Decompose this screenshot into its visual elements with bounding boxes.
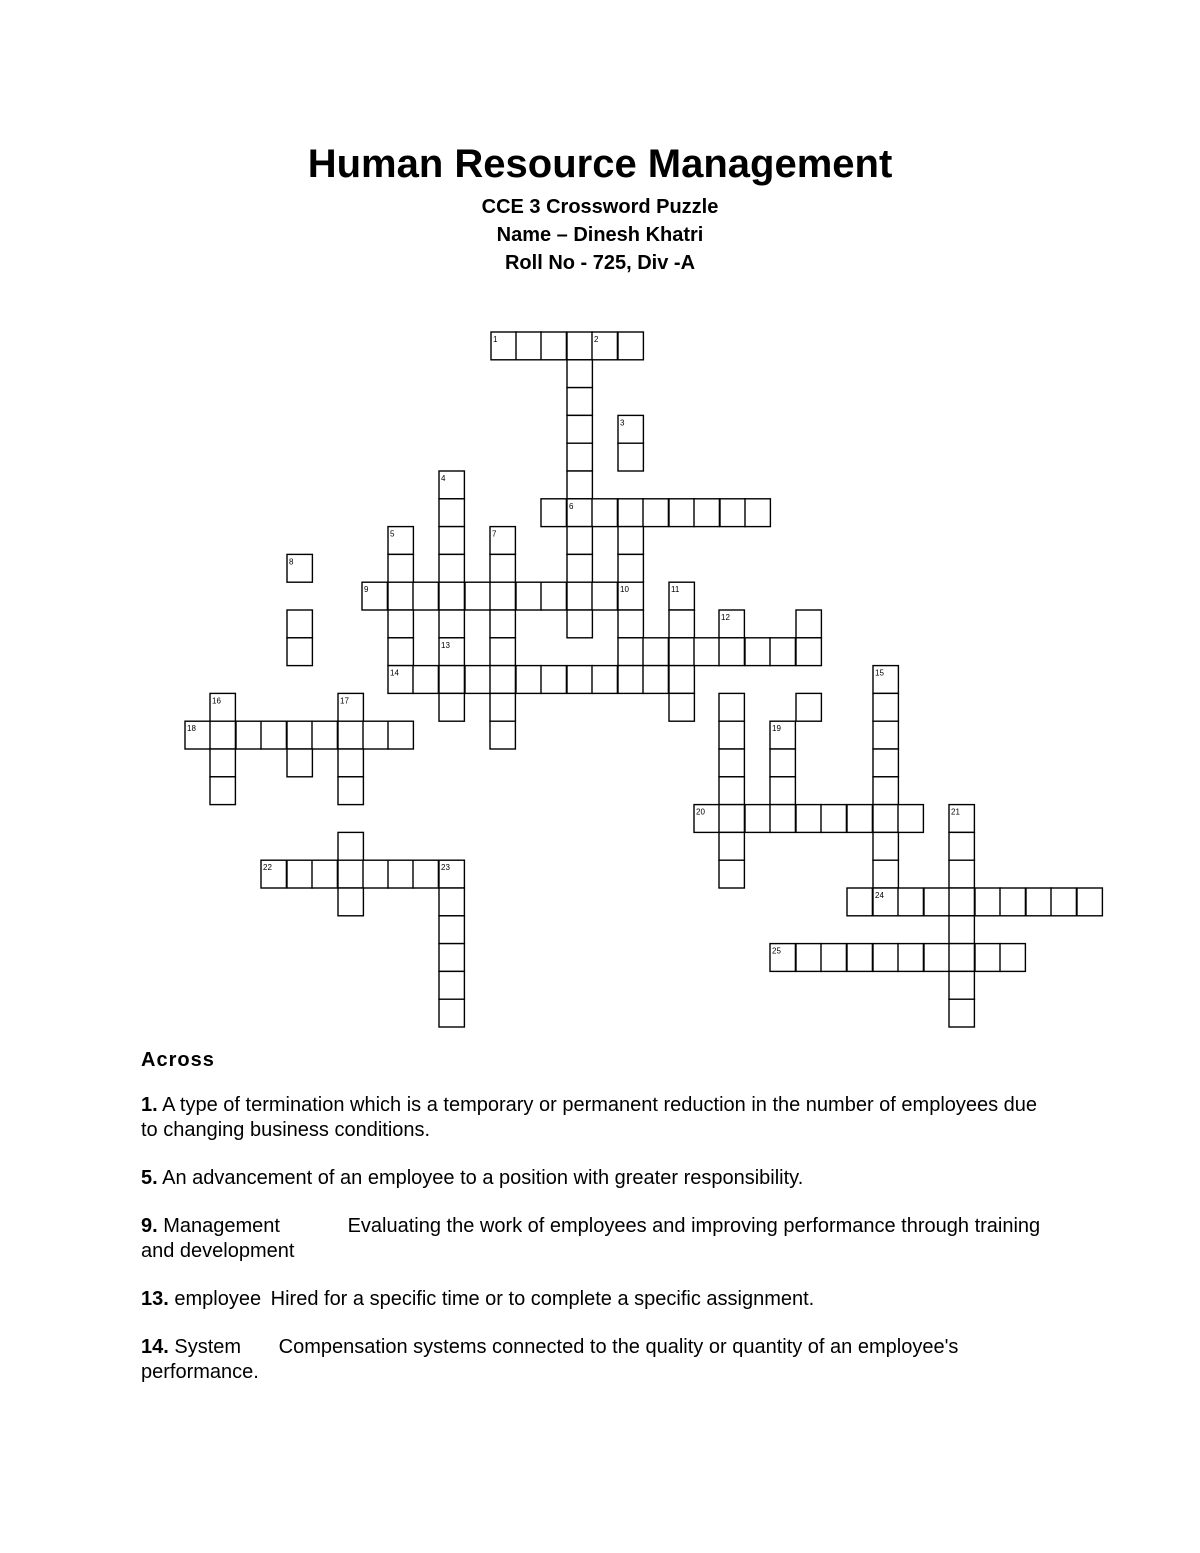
crossword-cell[interactable] [516,666,541,694]
crossword-cell[interactable] [592,499,617,527]
crossword-cell[interactable] [490,527,515,555]
across-heading: Across [141,1049,215,1071]
crossword-cell[interactable] [439,666,464,694]
crossword-cell[interactable] [388,638,413,666]
crossword-cell[interactable] [439,693,464,721]
crossword-cell[interactable] [490,693,515,721]
crossword-cell[interactable] [439,499,464,527]
crossword-cell[interactable] [1051,888,1076,916]
crossword-cell[interactable] [796,944,821,972]
crossword-cell[interactable] [770,638,795,666]
crossword-cell[interactable] [338,860,363,888]
crossword-cell[interactable] [873,721,898,749]
crossword-cell[interactable] [618,527,643,555]
crossword-cell[interactable] [491,332,516,360]
clue-number-label: 8 [289,557,294,567]
crossword-cell[interactable] [490,582,515,610]
crossword-cell[interactable] [618,638,643,666]
clue-number-label: 16 [212,696,221,706]
crossword-cell[interactable] [1026,888,1051,916]
crossword-cell[interactable] [669,499,694,527]
crossword-cell[interactable] [618,554,643,582]
crossword-cell[interactable] [720,499,745,527]
crossword-cell[interactable] [490,638,515,666]
crossword-cell[interactable] [745,805,770,833]
crossword-cell[interactable] [669,610,694,638]
clues-section [141,1048,1041,1408]
crossword-cell[interactable] [898,888,923,916]
crossword-cell[interactable] [694,499,719,527]
crossword-cell[interactable] [413,666,438,694]
crossword-cell[interactable] [541,666,566,694]
clue-number-label: 24 [875,891,884,900]
crossword-cell[interactable] [618,499,643,527]
crossword-cell[interactable] [210,693,235,721]
clue-number-label: 11 [671,585,680,595]
crossword-cell[interactable] [719,610,744,638]
clue-number-label: 14 [390,668,399,678]
crossword-cell[interactable] [338,749,363,777]
crossword-cell[interactable] [847,888,872,916]
clue-number: 14. [141,1336,169,1358]
crossword-cell[interactable] [541,332,566,360]
crossword-cell[interactable] [439,638,464,666]
crossword-cell[interactable] [388,721,413,749]
crossword-cell[interactable] [796,805,821,833]
crossword-cell[interactable] [338,832,363,860]
crossword-cell[interactable] [287,554,312,582]
crossword-cell[interactable] [439,916,464,944]
crossword-cell[interactable] [567,415,592,443]
crossword-cell[interactable] [873,944,898,972]
crossword-cell[interactable] [567,388,592,416]
crossword-cell[interactable] [949,916,974,944]
crossword-cell[interactable] [975,944,1000,972]
crossword-cell[interactable] [949,944,974,972]
clue-number: 1. [141,1094,158,1116]
crossword-cell[interactable] [338,721,363,749]
crossword-cell[interactable] [439,582,464,610]
crossword-cell[interactable] [210,749,235,777]
crossword-cell[interactable] [388,554,413,582]
crossword-cell[interactable] [439,471,464,499]
crossword-cell[interactable] [719,832,744,860]
clue-number-label: 2 [594,335,599,344]
across-clue-14 [141,1335,1041,1385]
crossword-cell[interactable] [312,860,337,888]
clue-answer-part: employee [174,1288,262,1310]
crossword-cell[interactable] [796,610,821,638]
clue-text: An advancement of an employee to a position with greater responsibility. [162,1167,804,1189]
crossword-cell[interactable] [719,749,744,777]
clue-number-label: 22 [263,863,272,873]
crossword-cell[interactable] [388,666,413,694]
clue-number-label: 15 [875,668,884,678]
crossword-cell[interactable] [261,860,286,888]
clue-number-label: 12 [721,613,730,622]
crossword-cell[interactable] [669,582,694,610]
clue-number: 9. [141,1215,158,1237]
crossword-cell[interactable] [770,805,795,833]
clue-answer-part: System [174,1336,242,1358]
clue-number-label: 13 [441,640,450,650]
crossword-cell[interactable] [465,666,490,694]
crossword-cell[interactable] [388,527,413,555]
crossword-cell[interactable] [643,499,668,527]
crossword-cell[interactable] [873,888,898,916]
clue-number-label: 17 [340,696,349,706]
crossword-cell[interactable] [439,971,464,999]
crossword-cell[interactable] [439,888,464,916]
crossword-cell[interactable] [719,721,744,749]
crossword-cell[interactable] [873,693,898,721]
crossword-cell[interactable] [796,638,821,666]
crossword-cell[interactable] [618,666,643,694]
crossword-cell[interactable] [362,582,387,610]
crossword-cell[interactable] [490,666,515,694]
clue-number: 13. [141,1288,169,1310]
crossword-cell[interactable] [669,666,694,694]
crossword-cell[interactable] [847,944,872,972]
crossword-cell[interactable] [439,527,464,555]
crossword-cell[interactable] [770,749,795,777]
clue-text: Evaluating the work of employees and improving performance through training and development [141,1215,1041,1262]
crossword-cell[interactable] [949,999,974,1027]
clue-number-label: 4 [441,474,446,483]
crossword-cell[interactable] [388,582,413,610]
crossword-cell[interactable] [847,805,872,833]
crossword-cell[interactable] [413,860,438,888]
crossword-cell[interactable] [924,888,949,916]
crossword-cell[interactable] [949,888,974,916]
crossword-cell[interactable] [975,888,1000,916]
clue-number-label: 5 [390,529,395,539]
crossword-cell[interactable] [567,360,592,388]
across-clue-5 [141,1166,1041,1191]
crossword-cell[interactable] [592,332,617,360]
crossword-cell[interactable] [618,443,643,471]
crossword-cell[interactable] [439,944,464,972]
crossword-cell[interactable] [490,554,515,582]
crossword-cell[interactable] [669,693,694,721]
crossword-cell[interactable] [719,693,744,721]
crossword-cell[interactable] [821,805,846,833]
crossword-cell[interactable] [541,582,566,610]
crossword-cell[interactable] [1000,944,1025,972]
crossword-cell[interactable] [592,582,617,610]
crossword-cell[interactable] [770,777,795,805]
crossword-cell[interactable] [413,582,438,610]
crossword-cell[interactable] [719,860,744,888]
crossword-cell[interactable] [592,666,617,694]
crossword-cell[interactable] [669,638,694,666]
crossword-cell[interactable] [439,610,464,638]
crossword-cell[interactable] [873,805,898,833]
crossword-cell[interactable] [618,332,643,360]
clue-text: A type of termination which is a temporary or permanent reduction in the number of employees due to changing business conditions. [141,1094,1038,1141]
crossword-cell[interactable] [873,832,898,860]
crossword-cell[interactable] [338,777,363,805]
clue-number-label: 19 [772,724,781,734]
crossword-cell[interactable] [567,471,592,499]
subtitle-name: Name – Dinesh Khatri [496,224,704,246]
crossword-cell[interactable] [1000,888,1025,916]
crossword-cell[interactable] [873,777,898,805]
crossword-cell[interactable] [567,443,592,471]
crossword-cell[interactable] [516,582,541,610]
clue-number-label: 3 [620,418,625,428]
crossword-cell[interactable] [618,610,643,638]
crossword-cell[interactable] [719,638,744,666]
across-clue-9 [141,1214,1041,1264]
clue-number-label: 20 [696,807,705,817]
crossword-cell[interactable] [796,693,821,721]
crossword-cell[interactable] [363,860,388,888]
crossword-cell[interactable] [287,860,312,888]
crossword-cell[interactable] [567,332,592,360]
crossword-cell[interactable] [287,638,312,666]
crossword-cell[interactable] [1077,888,1102,916]
crossword-cell[interactable] [287,610,312,638]
crossword-cell[interactable] [185,721,210,749]
crossword-cell[interactable] [439,999,464,1027]
crossword-cell[interactable] [949,805,974,833]
subtitle-puzzle: CCE 3 Crossword Puzzle [481,196,719,218]
crossword-cell[interactable] [873,860,898,888]
crossword-cell[interactable] [719,805,744,833]
crossword-cell[interactable] [567,610,592,638]
crossword-cell[interactable] [388,860,413,888]
crossword-cell[interactable] [567,582,592,610]
subtitle-roll: Roll No - 725, Div -A [504,252,696,274]
clue-number-label: 1 [493,335,498,344]
crossword-cell[interactable] [541,499,566,527]
crossword-cell[interactable] [363,721,388,749]
crossword-cell[interactable] [745,638,770,666]
crossword-cell[interactable] [261,721,286,749]
crossword-cell[interactable] [873,666,898,694]
crossword-cell[interactable] [770,944,795,972]
crossword-cell[interactable] [465,582,490,610]
clue-number-label: 21 [951,807,960,817]
crossword-cell[interactable] [388,610,413,638]
crossword-cell[interactable] [287,749,312,777]
crossword-cell[interactable] [210,777,235,805]
crossword-cell[interactable] [567,527,592,555]
crossword-cell[interactable] [745,499,770,527]
crossword-cell[interactable] [924,944,949,972]
clue-number-label: 25 [772,946,781,956]
crossword-cell[interactable] [567,499,592,527]
clue-answer-part: Management [163,1215,280,1237]
across-clue-1 [141,1093,1041,1143]
crossword-cell[interactable] [618,582,643,610]
crossword-cell[interactable] [516,332,541,360]
crossword-cell[interactable] [821,944,846,972]
crossword-cell[interactable] [439,554,464,582]
crossword-cell[interactable] [338,888,363,916]
crossword-cell[interactable] [949,971,974,999]
crossword-cell[interactable] [287,721,312,749]
crossword-cell[interactable] [694,805,719,833]
crossword-cell[interactable] [694,638,719,666]
clue-number-label: 6 [569,501,574,511]
crossword-cell[interactable] [490,721,515,749]
crossword-cell[interactable] [643,666,668,694]
crossword-cell[interactable] [210,721,235,749]
crossword-cell[interactable] [618,415,643,443]
crossword-cell[interactable] [949,832,974,860]
clue-text: Hired for a specific time or to complete a specific assignment. [270,1288,815,1310]
crossword-cell[interactable] [719,777,744,805]
crossword-cell[interactable] [898,805,923,833]
clue-number-label: 23 [441,863,450,873]
crossword-cell[interactable] [898,944,923,972]
page-title: Human Resource Management [307,142,893,186]
crossword-cell[interactable] [338,693,363,721]
crossword-cell[interactable] [567,666,592,694]
clue-number: 5. [141,1167,158,1189]
clue-number-label: 10 [620,585,629,595]
crossword-cell[interactable] [490,610,515,638]
clue-text: Compensation systems connected to the quality or quantity of an employee's performance. [141,1336,959,1383]
across-clue-13 [141,1287,1041,1312]
crossword-cell[interactable] [949,860,974,888]
crossword-cell[interactable] [643,638,668,666]
clue-number-label: 7 [492,529,497,539]
crossword-cell[interactable] [873,749,898,777]
clue-number-label: 18 [187,724,196,734]
crossword-cell[interactable] [439,860,464,888]
crossword-cell[interactable] [236,721,261,749]
clue-number-label: 9 [364,585,369,595]
crossword-cell[interactable] [567,554,592,582]
crossword-cell[interactable] [312,721,337,749]
crossword-cell[interactable] [770,721,795,749]
